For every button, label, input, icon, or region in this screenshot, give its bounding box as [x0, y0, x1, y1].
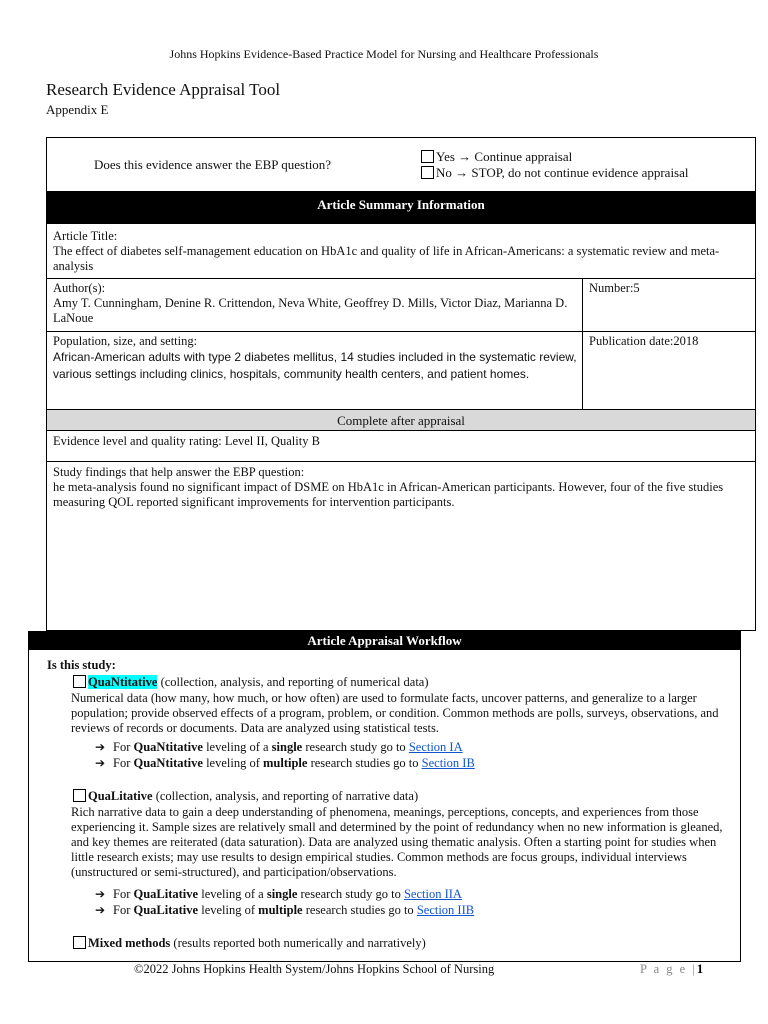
ebp-question-options [421, 149, 689, 181]
article-summary-table [46, 137, 756, 631]
qualitative-paren: (collection, analysis, and reporting of narrative data) [152, 789, 419, 803]
ebp-question-row [47, 138, 755, 190]
appraisal-workflow-heading: Article Appraisal Workflow [28, 631, 741, 650]
quantitative-option [73, 675, 429, 690]
arrow-icon: ➔ [95, 756, 106, 770]
quantitative-description: Numerical data (how many, how much, or how often) are used to formulate facts, uncover patterns, and generalize to a larger population; provide observed effects of a program, problem, or condition. Common methods are polls, surveys, observations, and reviews of records or documents. Data are analyzed using statistical tests. [71, 691, 719, 735]
study-findings-label: Study findings that help answer the EBP question: [53, 465, 305, 479]
section-iia-link[interactable]: Section IIA [403, 887, 462, 901]
authors-label: Author(s): [53, 281, 106, 295]
qualitative-option [73, 789, 418, 804]
footer-copyright: ©2022 Johns Hopkins Health System/Johns Hopkins School of Nursing [134, 962, 495, 976]
mixed-methods-label: Mixed methods [88, 936, 171, 950]
quantitative-multiple-bullet: ➔ For QuaNtitative leveling of multiple research studies go to Section IB [95, 756, 475, 770]
appendix-label: Appendix E [46, 102, 109, 117]
arrow-icon: ➔ [95, 887, 106, 901]
page-title: Research Evidence Appraisal Tool [46, 80, 281, 99]
study-findings-cell [47, 462, 755, 513]
appraisal-workflow-box [28, 650, 741, 962]
mixed-methods-checkbox[interactable] [73, 936, 86, 949]
population-value: African-American adults with type 2 diabetes mellitus, 14 studies included in the systematic review, various settings including clinics, hospitals, community health centers, and patient homes. [53, 350, 577, 381]
ebp-question-text: Does this evidence answer the EBP question? [94, 157, 332, 172]
authors-value: Amy T. Cunningham, Denine R. Crittendon, Neva White, Geoffrey D. Mills, Victor Diaz, Marianna D. LaNoue [53, 296, 568, 325]
article-title-label: Article Title: [53, 229, 118, 243]
quantitative-paren: (collection, analysis, and reporting of numerical data) [157, 675, 429, 689]
publication-date-cell: Publication date:2018 [589, 334, 699, 348]
section-iib-link[interactable]: Section IIB [416, 903, 475, 917]
complete-after-appraisal-bar: Complete after appraisal [47, 409, 755, 431]
article-title-value: The effect of diabetes self-management education on HbA1c and quality of life in African-Americans: a systematic review and meta-analysis [53, 244, 720, 273]
no-option-label: No → STOP, do not continue evidence appraisal [436, 165, 689, 180]
page-number: P a g e |1 [640, 962, 706, 976]
qualitative-checkbox[interactable] [73, 789, 86, 802]
population-label: Population, size, and setting: [53, 334, 198, 348]
mixed-methods-option [73, 936, 426, 951]
article-title-cell [47, 226, 755, 277]
study-findings-value: he meta-analysis found no significant impact of DSME on HbA1c in African-American participants. However, four of the five studies measuring QOL reported significant improvements for intervention participants. [53, 480, 724, 509]
section-ib-link[interactable]: Section IB [421, 756, 475, 770]
qualitative-description: Rich narrative data to gain a deep understanding of phenomena, meanings, perceptions, concepts, and experiences from those experiencing it. Sample sizes are relatively small and determined by the point of redundancy when no new information is gleaned, and key themes are reiterated (data saturation). Data are analyzed using thematic analysis. Often a starting point for studies when little research exists; may use results to design empirical studies. Common methods are focus groups, individual interviews (unstructured or semi-structured), and participation/observations. [71, 805, 723, 879]
number-cell: Number:5 [589, 281, 640, 295]
evidence-level-cell: Evidence level and quality rating: Level II, Quality B [53, 434, 320, 448]
quantitative-single-bullet: ➔ For QuaNtitative leveling of a single research study go to Section IA [95, 740, 463, 754]
no-checkbox[interactable] [421, 166, 434, 179]
quantitative-checkbox[interactable] [73, 675, 86, 688]
quantitative-label: QuaNtitative [88, 675, 158, 689]
arrow-icon: ➔ [95, 903, 106, 917]
mixed-methods-paren: (results reported both numerically and narratively) [170, 936, 426, 950]
section-ia-link[interactable]: Section IA [408, 740, 463, 754]
article-summary-heading: Article Summary Information [47, 191, 755, 224]
is-this-study-label: Is this study: [47, 658, 116, 672]
document-header: Johns Hopkins Evidence-Based Practice Model for Nursing and Healthcare Professionals [169, 47, 599, 61]
population-cell [47, 331, 583, 386]
qualitative-label: QuaLitative [88, 789, 153, 803]
arrow-icon: ➔ [95, 740, 106, 754]
authors-cell [47, 278, 583, 329]
qualitative-multiple-bullet: ➔ For QuaLitative leveling of multiple research studies go to Section IIB [95, 903, 475, 917]
qualitative-single-bullet: ➔ For QuaLitative leveling of a single research study go to Section IIA [95, 887, 462, 901]
yes-option-label: Yes → Continue appraisal [436, 149, 573, 164]
yes-checkbox[interactable] [421, 150, 434, 163]
